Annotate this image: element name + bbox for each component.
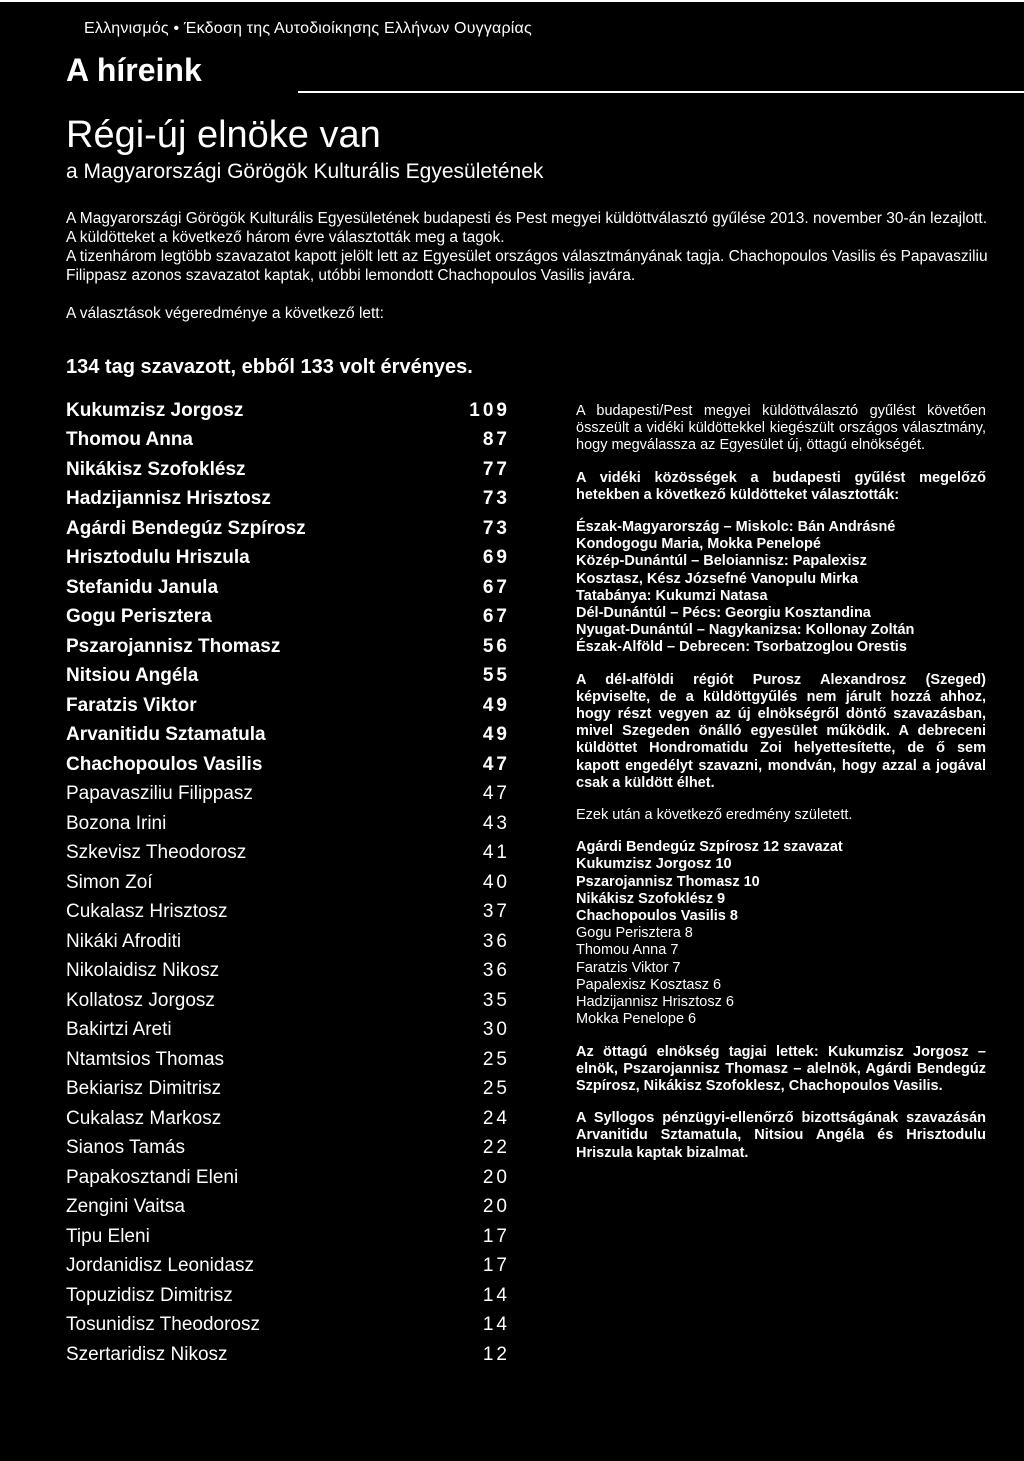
candidate-name: Thomou Anna — [66, 429, 193, 451]
candidate-name: Nikáki Afroditi — [66, 930, 182, 952]
candidate-name: Hrisztodulu Hriszula — [66, 547, 250, 569]
candidate-vote-list — [66, 396, 516, 1370]
candidate-row — [66, 1104, 516, 1134]
candidate-row — [66, 455, 516, 485]
candidate-name: Tosunidisz Theodorosz — [66, 1314, 260, 1336]
candidate-name: Chachopoulos Vasilis — [66, 753, 263, 775]
result-line: Pszarojannisz Thomasz 10 — [576, 873, 760, 890]
candidate-row — [66, 426, 516, 456]
candidate-row — [66, 1163, 516, 1193]
result-line: Faratzis Viktor 7 — [576, 959, 681, 976]
paragraph-audit-committee: A Syllogos pénzügyi-ellenőrző bizottságának szavazásán Arvanitidu Sztamatula, Nitsiou Angéla és Hrisztodulu Hriszula kaptak bizalmat. — [576, 1110, 986, 1161]
region-line: Kosztasz, Kész Józsefné Vanopulu Mirka — [576, 570, 859, 587]
candidate-name: Stefanidu Janula — [66, 576, 219, 598]
candidate-votes: 47 — [482, 783, 510, 805]
candidate-row — [66, 1193, 516, 1223]
candidate-votes: 20 — [482, 1166, 510, 1188]
candidate-votes: 55 — [482, 665, 510, 687]
candidate-row — [66, 868, 516, 898]
candidate-row — [66, 809, 516, 839]
candidate-name: Tipu Eleni — [66, 1225, 150, 1247]
candidate-name: Nitsiou Angéla — [66, 665, 199, 687]
candidate-row — [66, 603, 516, 633]
candidate-votes: 109 — [469, 399, 510, 421]
candidate-votes: 77 — [482, 458, 510, 480]
candidate-name: Topuzidisz Dimitrisz — [66, 1284, 233, 1306]
candidate-votes: 69 — [482, 547, 510, 569]
candidate-row — [66, 839, 516, 869]
votes-summary: 134 tag szavazott, ebből 133 volt érvényes. — [66, 356, 473, 378]
candidate-name: Cukalasz Markosz — [66, 1107, 222, 1129]
candidate-row — [66, 691, 516, 721]
candidate-votes: 12 — [482, 1343, 510, 1365]
candidate-name: Nikolaidisz Nikosz — [66, 960, 220, 982]
candidate-votes: 41 — [482, 842, 510, 864]
candidate-name: Szkevisz Theodorosz — [66, 842, 247, 864]
region-line: Közép-Dunántúl – Beloiannisz: Papalexisz — [576, 553, 867, 570]
candidate-name: Agárdi Bendegúz Szpírosz — [66, 517, 306, 539]
candidate-votes: 43 — [482, 812, 510, 834]
candidate-name: Kollatosz Jorgosz — [66, 989, 215, 1011]
candidate-votes: 24 — [482, 1107, 510, 1129]
candidate-row — [66, 1222, 516, 1252]
publication-kicker: Ελληνισμός • Έκδοση της Αυτοδιοίκησης Ελλήνων Ουγγαρίας — [84, 20, 532, 37]
candidate-name: Nikákisz Szofoklész — [66, 458, 246, 480]
candidate-name: Cukalasz Hrisztosz — [66, 901, 228, 923]
candidate-row — [66, 544, 516, 574]
candidate-name: Bekiarisz Dimitrisz — [66, 1078, 222, 1100]
result-line: Chachopoulos Vasilis 8 — [576, 908, 738, 925]
result-line: Papalexisz Kosztasz 6 — [576, 976, 722, 993]
article-title: Régi-új elnöke van — [66, 114, 381, 156]
candidate-votes: 49 — [482, 724, 510, 746]
candidate-row — [66, 662, 516, 692]
candidate-name: Faratzis Viktor — [66, 694, 197, 716]
candidate-row — [66, 1045, 516, 1075]
regional-delegates — [576, 519, 986, 657]
candidate-name: Arvanitidu Sztamatula — [66, 724, 266, 746]
top-rule — [0, 0, 1024, 2]
board-vote-results — [576, 839, 986, 1028]
candidate-name: Papakosztandi Eleni — [66, 1166, 239, 1188]
candidate-row — [66, 573, 516, 603]
paragraph-result-lead: Ezek után a következő eredmény született. — [576, 807, 853, 824]
candidate-votes: 17 — [482, 1255, 510, 1277]
result-intro: A választások végeredménye a következő lett: — [66, 305, 384, 322]
result-line: Kukumzisz Jorgosz 10 — [576, 856, 732, 873]
candidate-name: Hadzijannisz Hrisztosz — [66, 488, 271, 510]
candidate-row — [66, 721, 516, 751]
candidate-votes: 73 — [482, 488, 510, 510]
candidate-row — [66, 396, 516, 426]
candidate-row — [66, 927, 516, 957]
candidate-votes: 36 — [482, 960, 510, 982]
candidate-votes: 49 — [482, 694, 510, 716]
candidate-row — [66, 750, 516, 780]
candidate-votes: 14 — [482, 1284, 510, 1306]
candidate-row — [66, 957, 516, 987]
candidate-row — [66, 1075, 516, 1105]
region-line: Kondogogu Maria, Mokka Penelopé — [576, 536, 821, 553]
candidate-row — [66, 780, 516, 810]
candidate-name: Ntamtsios Thomas — [66, 1048, 225, 1070]
candidate-votes: 40 — [482, 871, 510, 893]
result-line: Agárdi Bendegúz Szpírosz 12 szavazat — [576, 839, 843, 856]
region-line: Dél-Dunántúl – Pécs: Georgiu Kosztandina — [576, 605, 871, 622]
candidate-votes: 35 — [482, 989, 510, 1011]
candidate-name: Sianos Tamás — [66, 1137, 185, 1159]
candidate-row — [66, 1311, 516, 1341]
intro-paragraph: A Magyarországi Görögök Kulturális Egyesületének budapesti és Pest megyei küldöttválasztó gyűlése 2013. november 30-án lezajlott. A küldötteket a következő három évre választották meg a tagok. — [66, 210, 988, 246]
result-line: Hadzijannisz Hrisztosz 6 — [576, 994, 734, 1011]
candidate-votes: 47 — [482, 753, 510, 775]
candidate-name: Szertaridisz Nikosz — [66, 1343, 228, 1365]
candidate-row — [66, 485, 516, 515]
candidate-name: Pszarojannisz Thomasz — [66, 635, 281, 657]
right-column — [576, 403, 986, 1177]
paragraph-southern-region: A dél-alföldi régiót Purosz Alexandrosz (Szeged) képviselte, de a küldöttgyűlés nem járult hozzá ahhoz, hogy részt vegyen az új elnökségről döntő szavazásban, mivel Szegeden önálló egyesület működik. A debreceni küldöttet Hondromatidu Zoi helyettesítette, de ő sem kapott engedélyt szavazni, mondván, hogy azzal a jogával csak a küldött élhet. — [576, 671, 986, 791]
paragraph-board-members: Az öttagú elnökség tagjai lettek: Kukumzisz Jorgosz – elnök, Pszarojannisz Thomasz – alelnök, Agárdi Bendegúz Szpírosz, Nikákisz Szofoklesz, Chachopoulos Vasilis. — [576, 1043, 986, 1094]
candidate-row — [66, 514, 516, 544]
section-rule — [298, 91, 1024, 93]
candidate-votes: 56 — [482, 635, 510, 657]
candidate-name: Bakirtzi Areti — [66, 1019, 172, 1041]
candidate-name: Bozona Irini — [66, 812, 167, 834]
candidate-votes: 87 — [482, 429, 510, 451]
region-line: Észak-Alföld – Debrecen: Tsorbatzoglou Orestis — [576, 639, 907, 656]
candidate-votes: 25 — [482, 1048, 510, 1070]
candidate-votes: 73 — [482, 517, 510, 539]
candidate-votes: 67 — [482, 606, 510, 628]
candidate-votes: 22 — [482, 1137, 510, 1159]
candidate-row — [66, 1134, 516, 1164]
candidate-votes: 20 — [482, 1196, 510, 1218]
candidate-row — [66, 1281, 516, 1311]
result-line: Mokka Penelope 6 — [576, 1011, 697, 1028]
candidate-name: Papavasziliu Filippasz — [66, 783, 253, 805]
result-line: Thomou Anna 7 — [576, 942, 679, 959]
candidate-name: Zengini Vaitsa — [66, 1196, 185, 1218]
candidate-votes: 25 — [482, 1078, 510, 1100]
candidate-row — [66, 1340, 516, 1370]
section-title: A híreink — [66, 52, 202, 88]
candidate-row — [66, 632, 516, 662]
article-intro — [66, 209, 996, 285]
candidate-votes: 14 — [482, 1314, 510, 1336]
candidate-row — [66, 898, 516, 928]
paragraph-regional-intro: A vidéki közösségek a budapesti gyűlést megelőző hetekben a következő küldötteket választották: — [576, 469, 986, 503]
region-line: Nyugat-Dunántúl – Nagykanizsa: Kollonay Zoltán — [576, 622, 915, 639]
candidate-name: Gogu Perisztera — [66, 606, 212, 628]
region-line: Tatabánya: Kukumzi Natasa — [576, 587, 768, 604]
candidate-row — [66, 1016, 516, 1046]
paragraph-national-board: A budapesti/Pest megyei küldöttválasztó gyűlést követően összeült a vidéki küldöttekkel kiegészült országos választmány, hogy megválassza az Egyesület új, öttagú elnökségét. — [576, 403, 986, 454]
candidate-name: Kukumzisz Jorgosz — [66, 399, 244, 421]
region-line: Észak-Magyarország – Miskolc: Bán Andrásné — [576, 519, 896, 536]
candidate-name: Simon Zoí — [66, 871, 153, 893]
result-line: Gogu Perisztera 8 — [576, 925, 693, 942]
candidate-votes: 67 — [482, 576, 510, 598]
candidate-votes: 37 — [482, 901, 510, 923]
candidate-votes: 17 — [482, 1225, 510, 1247]
candidate-votes: 30 — [482, 1019, 510, 1041]
article-subtitle: a Magyarországi Görögök Kulturális Egyesületének — [66, 160, 544, 183]
candidate-row — [66, 1252, 516, 1282]
result-line: Nikákisz Szofoklész 9 — [576, 890, 726, 907]
candidate-votes: 36 — [482, 930, 510, 952]
candidate-name: Jordanidisz Leonidasz — [66, 1255, 255, 1277]
intro-paragraph: A tizenhárom legtöbb szavazatot kapott jelölt lett az Egyesület országos választmányának tagja. Chachopoulos Vasilis és Papavasziliu Filippasz azonos szavazatot kaptak, utóbbi lemondott Chachopoulos Vasilis javára. — [66, 248, 988, 284]
candidate-row — [66, 986, 516, 1016]
